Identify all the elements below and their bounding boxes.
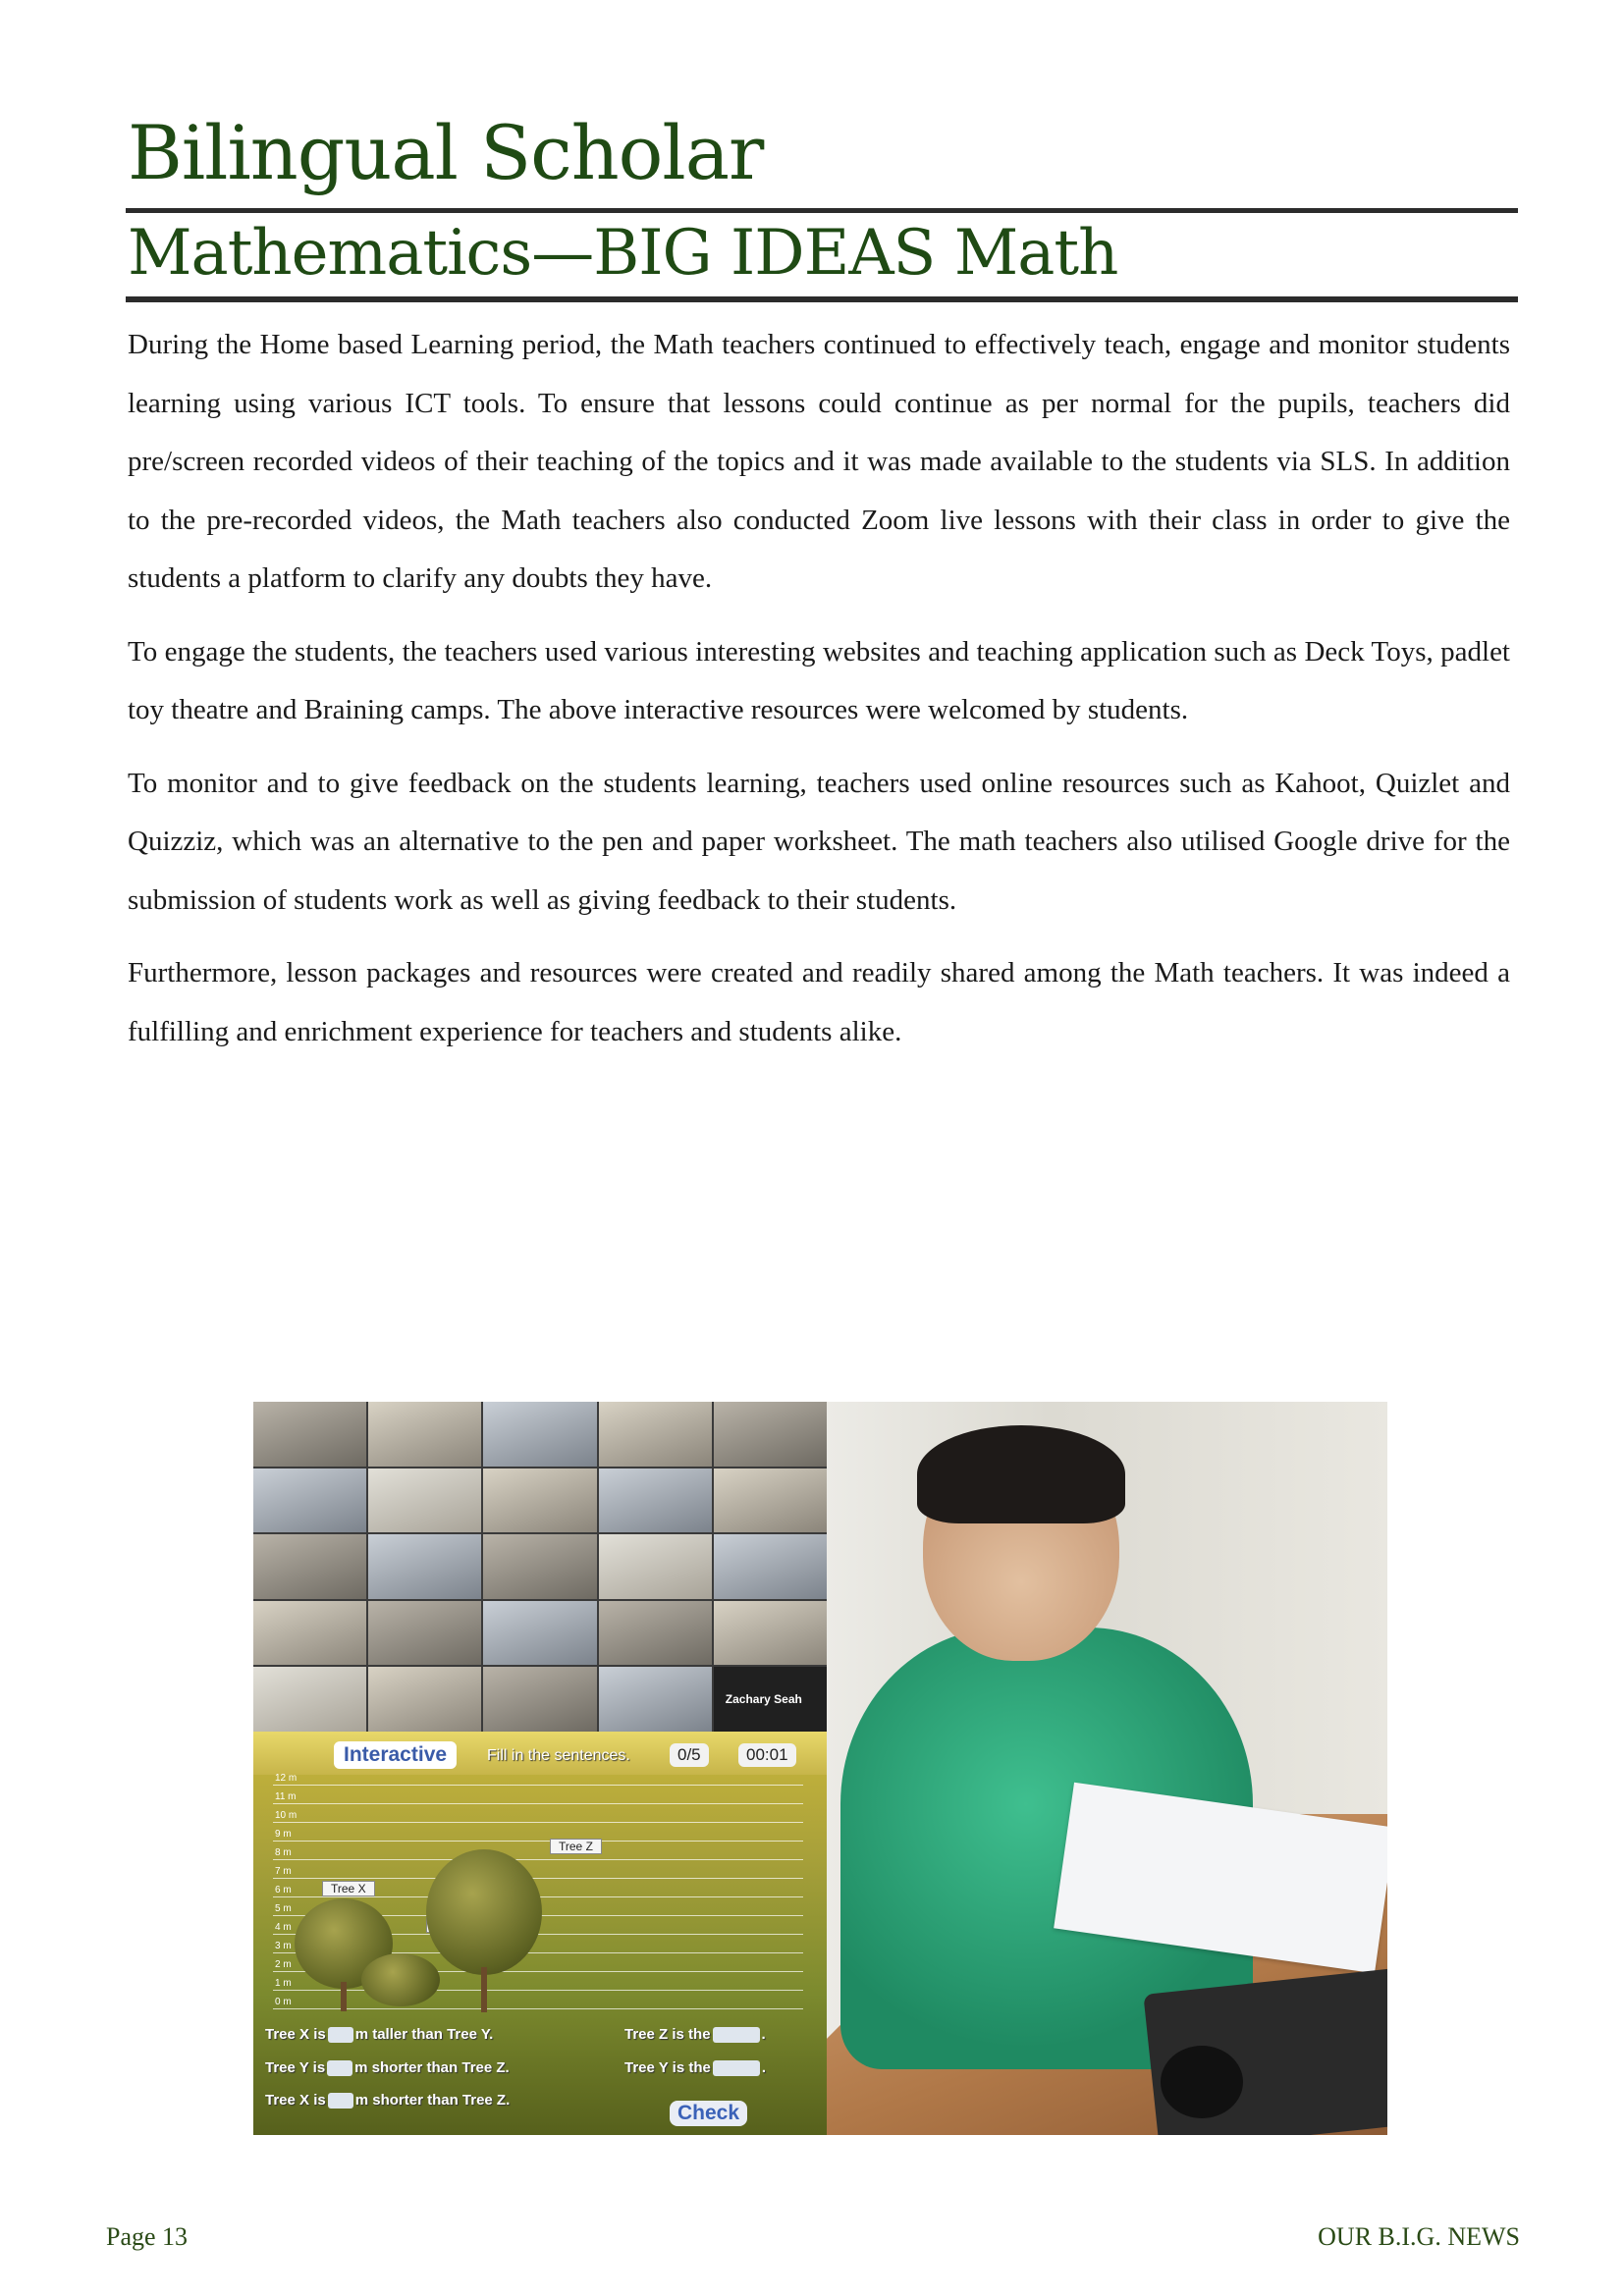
video-tile: [253, 1402, 366, 1467]
gridline: [273, 1990, 803, 1991]
gridline: [273, 1841, 803, 1842]
game-instruction: Fill in the sentences.: [487, 1747, 630, 1764]
student-hair: [917, 1425, 1125, 1523]
title-rule: [126, 208, 1518, 213]
tree-y: [361, 1953, 440, 2006]
video-tile: [599, 1468, 712, 1533]
sentence-2: [265, 2059, 510, 2076]
meter-label: 8 m: [275, 1847, 292, 1858]
video-tile: [368, 1667, 481, 1732]
video-tile: [714, 1601, 827, 1666]
meter-label: 11 m: [275, 1791, 297, 1802]
video-tile: [483, 1468, 596, 1533]
video-tile: [253, 1601, 366, 1666]
student-photo: [827, 1402, 1387, 2135]
game-badge: Interactive: [334, 1741, 457, 1769]
answer-blank[interactable]: [327, 2060, 352, 2076]
video-tile: [368, 1601, 481, 1666]
meter-label: 7 m: [275, 1866, 292, 1877]
video-tile: [599, 1534, 712, 1599]
video-tile: [253, 1468, 366, 1533]
video-tile: [368, 1468, 481, 1533]
video-tile: [599, 1667, 712, 1732]
answer-blank[interactable]: [713, 2027, 760, 2043]
game-score: 0/5: [670, 1743, 709, 1767]
video-tile: [253, 1534, 366, 1599]
game-timer: 00:01: [738, 1743, 796, 1767]
section-rule: [126, 296, 1518, 302]
sentence-text: Tree X is: [265, 2026, 326, 2043]
paragraph: To monitor and to give feedback on the students learning, teachers used online resources such as Kahoot, Quizlet and Quizziz, which was an alternative to the pen and paper worksheet. The math teachers also utilised Google drive for the submission of students work as well as giving feedback to their students.: [128, 767, 1510, 916]
meter-label: 0 m: [275, 1997, 292, 2007]
video-tile: [483, 1667, 596, 1732]
video-tile: [368, 1534, 481, 1599]
paragraph: Furthermore, lesson packages and resources were created and readily shared among the Math teachers. It was indeed a fulfilling and enrichment experience for teachers and students alike.: [128, 957, 1510, 1047]
answer-blank[interactable]: [713, 2060, 760, 2076]
zoom-lesson-screenshot: [253, 1402, 827, 1732]
paragraph: During the Home based Learning period, the Math teachers continued to effectively teach, engage and monitor students learning using various ICT tools. To ensure that lessons could continue as per normal for the pupils, teachers did pre/screen recorded videos of their teaching of the topics and it was made available to the students via SLS. In addition to the pre-recorded videos, the Math teachers also conducted Zoom live lessons with their class in order to give the students a platform to clarify any doubts they have.: [128, 329, 1510, 594]
sentence-text: Tree Y is: [265, 2059, 326, 2076]
newsletter-name: OUR B.I.G. NEWS: [1318, 2222, 1520, 2251]
gridline: [273, 1859, 803, 1860]
tree-trunk: [341, 1982, 347, 2011]
meter-label: 4 m: [275, 1922, 292, 1933]
meter-label: 12 m: [275, 1773, 298, 1784]
sentence-text: m taller than Tree Y.: [354, 2026, 494, 2043]
article-body: [128, 316, 1510, 1076]
photo-collage: [253, 1402, 1387, 2135]
meter-label: 5 m: [275, 1903, 292, 1914]
page-number: Page 13: [106, 2222, 189, 2251]
paragraph: To engage the students, the teachers used various interesting websites and teaching application such as Deck Toys, padlet toy theatre and Braining camps. The above interactive resources were welcomed by students.: [128, 635, 1510, 725]
interactive-game-screenshot: [253, 1732, 827, 2135]
meter-label: 2 m: [275, 1959, 292, 1970]
check-button[interactable]: Check: [670, 2101, 747, 2126]
tree-z: [426, 1849, 542, 1975]
sentence-3: [265, 2092, 510, 2109]
video-tile: [253, 1667, 366, 1732]
sentence-text: Tree Y is the: [624, 2059, 711, 2076]
video-tile: [714, 1534, 827, 1599]
gridline: [273, 1785, 803, 1786]
participant-name: Zachary Seah: [725, 1692, 802, 1707]
tree-x-label: Tree X: [322, 1881, 375, 1896]
meter-label: 9 m: [275, 1829, 292, 1840]
sentence-text: m shorter than Tree Z.: [354, 2092, 511, 2109]
meter-label: 1 m: [275, 1978, 292, 1989]
video-tile: [599, 1402, 712, 1467]
sentence-text: .: [761, 2059, 767, 2076]
meter-label: 6 m: [275, 1885, 292, 1896]
tree-trunk: [481, 1967, 487, 2012]
gridline: [273, 1803, 803, 1804]
meter-label: 10 m: [275, 1810, 298, 1821]
answer-blank[interactable]: [328, 2027, 353, 2043]
sentence-5: [624, 2059, 766, 2076]
video-tile: [483, 1534, 596, 1599]
gridline: [273, 1878, 803, 1879]
section-title: Mathematics—BIG IDEAS Math: [128, 217, 1118, 290]
tree-z-label: Tree Z: [550, 1839, 602, 1854]
computer-mouse: [1161, 2046, 1243, 2118]
sentence-1: [265, 2026, 493, 2043]
sentence-text: .: [761, 2026, 766, 2043]
page-title: Bilingual Scholar: [128, 109, 764, 196]
video-tile: [599, 1601, 712, 1666]
sentence-text: Tree Z is the: [624, 2026, 711, 2043]
sentence-text: m shorter than Tree Z.: [354, 2059, 510, 2076]
answer-blank[interactable]: [328, 2093, 353, 2109]
sentence-text: Tree X is: [265, 2092, 326, 2109]
video-tile: [483, 1601, 596, 1666]
video-tile: [714, 1468, 827, 1533]
video-tile-camera-off: [714, 1667, 827, 1732]
gridline: [273, 1822, 803, 1823]
video-tile: [483, 1402, 596, 1467]
meter-label: 3 m: [275, 1941, 292, 1951]
gridline: [273, 2008, 803, 2009]
video-tile: [714, 1402, 827, 1467]
sentence-4: [624, 2026, 766, 2043]
video-tile: [368, 1402, 481, 1467]
